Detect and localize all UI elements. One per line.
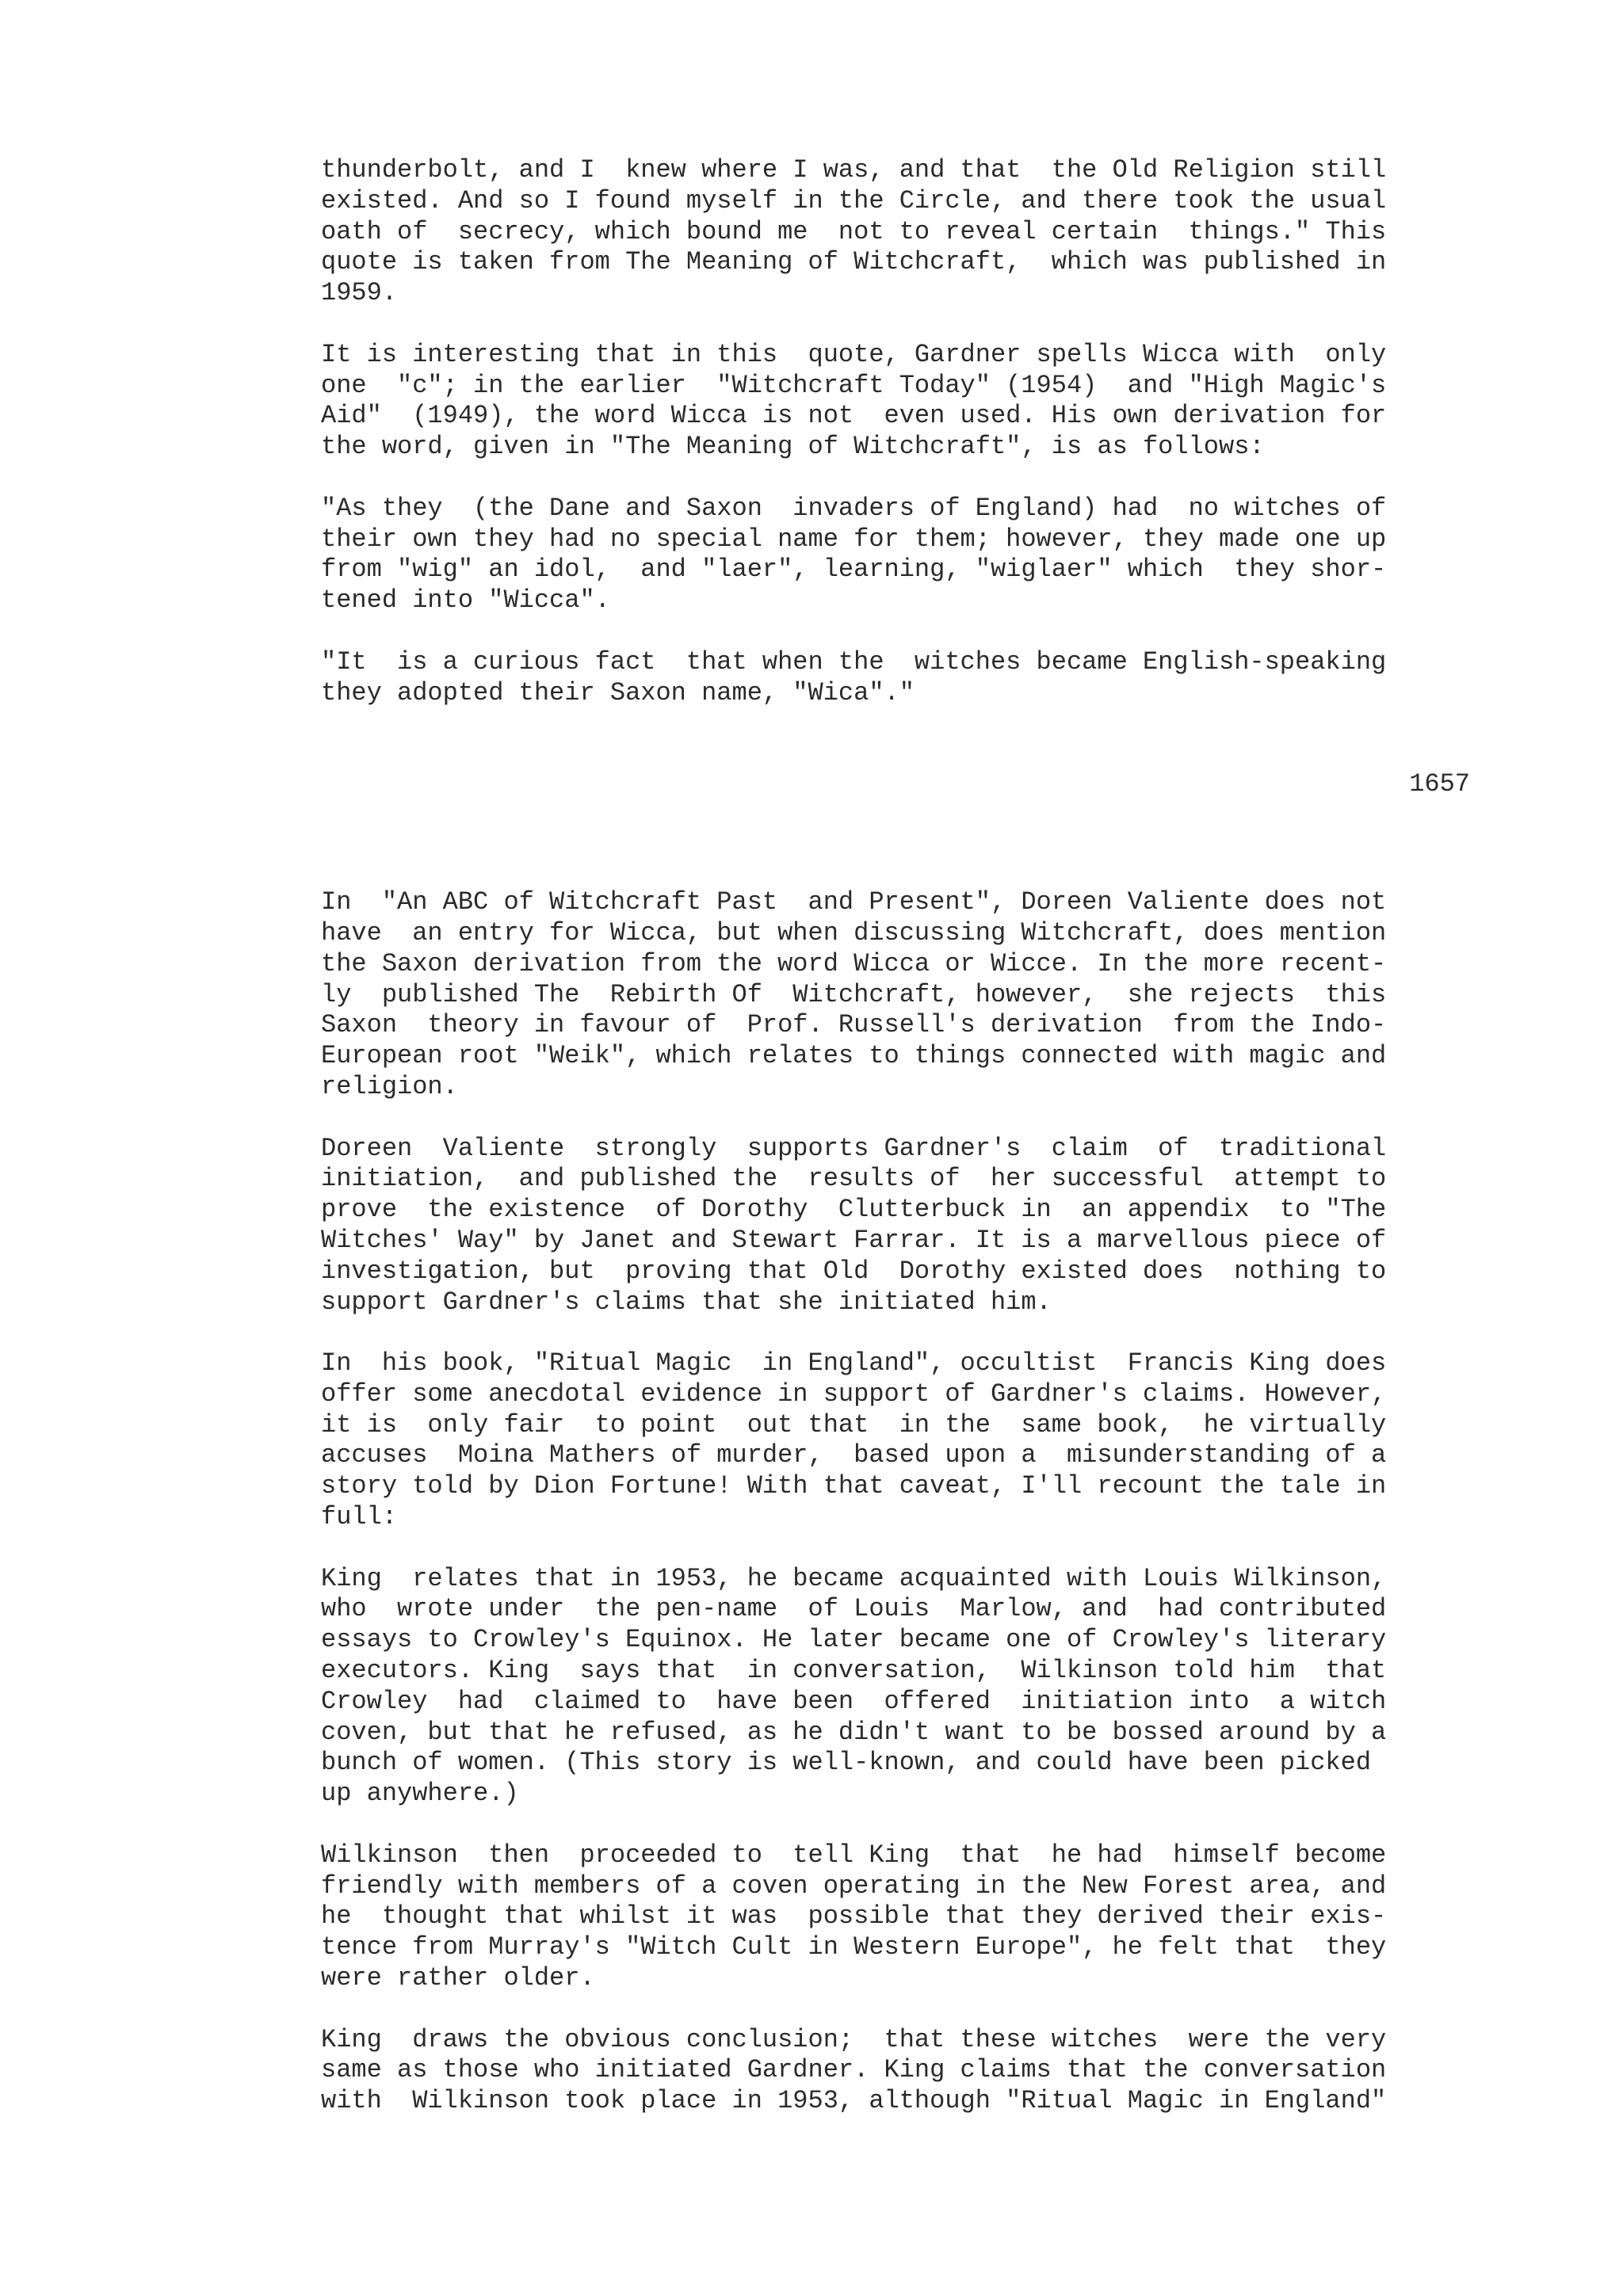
page-break xyxy=(321,800,1470,887)
paragraph: In his book, "Ritual Magic in England", occultist Francis King does offer some anecdotal evidence in support of Gardner's claims. However, it is only fair to point out that in the same book, he virtually accuses Moina Mathers of murder, based upon a misunderstanding of a story told by Dion Fortune! With that caveat, I'll recount the tale in full: xyxy=(321,1348,1387,1532)
paragraph: thunderbolt, and I knew where I was, and that the Old Religion still existed. And so I found myself in the Circle, and there took the usual oath of secrecy, which bound me not to reveal certain things." This quote is taken from The Meaning of Witchcraft, which was published in 1959. xyxy=(321,155,1387,308)
paragraph: King draws the obvious conclusion; that these witches were the very same as those who initiated Gardner. King claims that the conversation with Wilkinson took place in 1953, although "Ritual Magic in England" xyxy=(321,2024,1387,2116)
paragraph: King relates that in 1953, he became acquainted with Louis Wilkinson, who wrote under the pen-name of Louis Marlow, and had contributed essays to Crowley's Equinox. He later became one of Crowley's literary executors. King says that in conversation, Wilkinson told him that Crowley had claimed to have been offered initiation into a witch coven, but that he refused, as he didn't want to be bossed around by a bunch of women. (This story is well-known, and could have been picked up anywhere.) xyxy=(321,1563,1387,1809)
paragraph: Wilkinson then proceeded to tell King that he had himself become friendly with members of a coven operating in the New Forest area, and he thought that whilst it was possible that they derived their exis- tence from Murray's "Witch Cult in Western Europe", he felt that they were rather older. xyxy=(321,1840,1387,1993)
page-number: 1657 xyxy=(1409,769,1470,799)
paragraph: "As they (the Dane and Saxon invaders of England) had no witches of their own they had no special name for them; however, they made one up from "wig" an idol, and "laer", learning, "wiglaer" which they shor- tened into "Wicca". xyxy=(321,493,1387,616)
paragraph: Doreen Valiente strongly supports Gardner's claim of traditional initiation, and published the results of her successful attempt to prove the existence of Dorothy Clutterbuck in an appendix to "The Witches' Way" by Janet and Stewart Farrar. It is a marvellous piece of investigation, but proving that Old Dorothy existed does nothing to support Gardner's claims that she initiated him. xyxy=(321,1133,1387,1317)
paragraph: In "An ABC of Witchcraft Past and Present", Doreen Valiente does not have an entry for Wicca, but when discussing Witchcraft, does mention the Saxon derivation from the word Wicca or Wicce. In the more recent- ly published The Rebirth Of Witchcraft, however, she rejects this Saxon theory in favour of Prof. Russell's derivation from the Indo- European root "Weik", which relates to things connected with magic and religion. xyxy=(321,887,1387,1101)
document-page xyxy=(321,155,1470,2148)
paragraph: "It is a curious fact that when the witches became English-speaking they adopted their Saxon name, "Wica"." xyxy=(321,646,1387,707)
paragraph: It is interesting that in this quote, Gardner spells Wicca with only one "c"; in the earlier "Witchcraft Today" (1954) and "High Magic's Aid" (1949), the word Wicca is not even used. His own derivation for the word, given in "The Meaning of Witchcraft", is as follows: xyxy=(321,339,1387,462)
